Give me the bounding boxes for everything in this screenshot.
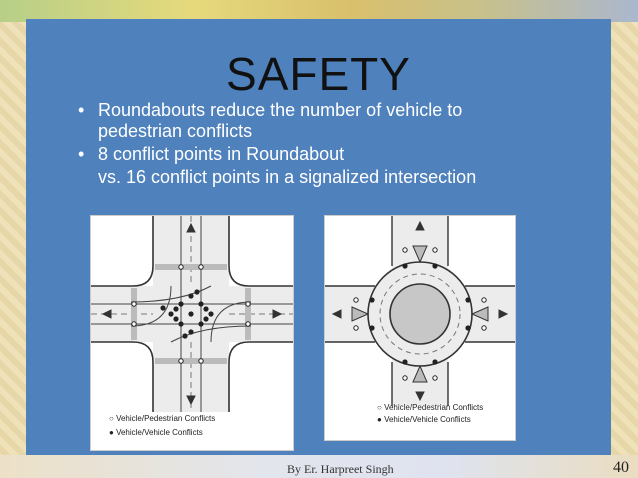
open-circle-icon: ○ bbox=[377, 403, 382, 412]
legend-ped-conflict bbox=[377, 403, 483, 412]
bullet-marker: • bbox=[78, 144, 85, 164]
roundabout-diagram bbox=[324, 215, 516, 441]
bullet-continuation: vs. 16 conflict points in a signalized intersection bbox=[98, 167, 477, 187]
bullet-line: 8 conflict points in Roundabout bbox=[98, 144, 345, 164]
legend-label: Vehicle/Pedestrian Conflicts bbox=[116, 414, 216, 423]
slide-panel bbox=[26, 19, 611, 455]
legend-veh-conflict bbox=[109, 428, 203, 437]
filled-circle-icon: ● bbox=[109, 428, 114, 437]
legend-label: Vehicle/Vehicle Conflicts bbox=[384, 415, 471, 424]
bullet-list bbox=[78, 100, 598, 188]
signalized-intersection-diagram bbox=[90, 215, 294, 451]
legend-label: Vehicle/Pedestrian Conflicts bbox=[384, 403, 484, 412]
legend-label: Vehicle/Vehicle Conflicts bbox=[116, 428, 203, 437]
page-number: 40 bbox=[613, 459, 629, 476]
slide-title: SAFETY bbox=[226, 48, 411, 100]
bullet-marker: • bbox=[78, 100, 85, 120]
filled-circle-icon: ● bbox=[377, 415, 382, 424]
bullet-line: pedestrian conflicts bbox=[98, 121, 253, 141]
bullet-item bbox=[78, 100, 598, 142]
open-circle-icon: ○ bbox=[109, 414, 114, 423]
bullet-item bbox=[78, 144, 598, 165]
footer-author: By Er. Harpreet Singh bbox=[287, 462, 394, 476]
bullet-line: Roundabouts reduce the number of vehicle to bbox=[98, 100, 463, 120]
legend-veh-conflict bbox=[377, 415, 471, 424]
legend-ped-conflict bbox=[109, 414, 215, 423]
